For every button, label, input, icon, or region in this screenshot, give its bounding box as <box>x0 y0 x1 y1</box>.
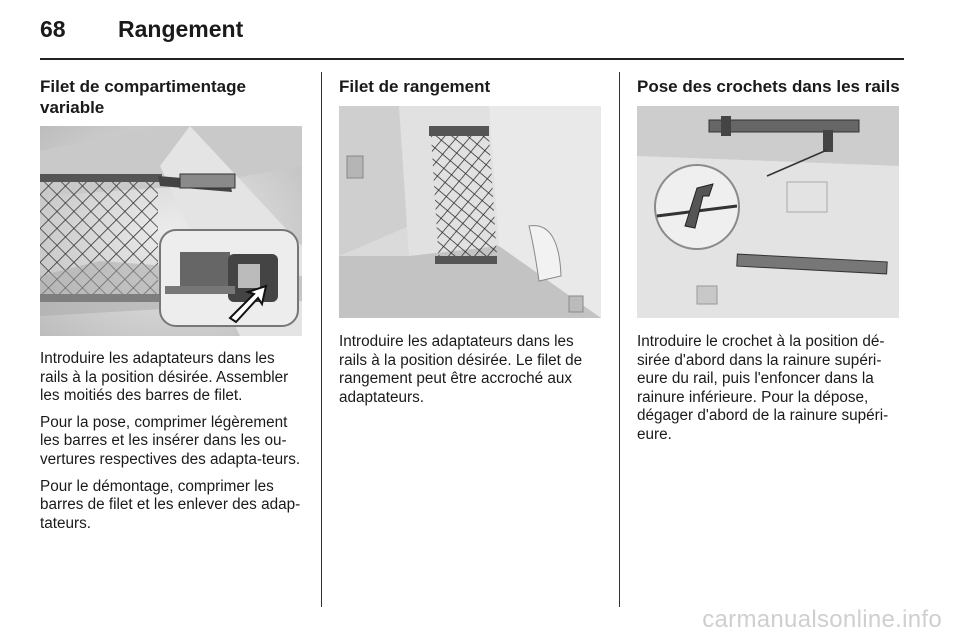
paragraph: Pour le démontage, comprimer les barres de filet et les enlever des adap-tateurs. <box>40 477 301 532</box>
header-rule <box>40 58 904 60</box>
paragraph: Introduire les adaptateurs dans les rails à la position désirée. Assembler les moitiés des barres de filet. <box>40 350 289 405</box>
column-3-body <box>637 333 905 453</box>
paragraph: Introduire le crochet à la position dé-sirée d'abord dans la rainure supéri-eure du rail, puis l'enfoncer dans la rainure inférieure. Pour la dépose, dégager d'abord de la rainure supéri-eure. <box>637 333 889 443</box>
figure-cargo-net <box>40 126 302 336</box>
page-title: Rangement <box>118 16 244 42</box>
storage-net-illustration-icon <box>339 106 601 318</box>
column-2 <box>339 76 603 97</box>
section-heading: Pose des crochets dans les rails <box>637 77 900 96</box>
column-3 <box>637 76 907 97</box>
column-1-body <box>40 350 306 541</box>
cargo-net-adapter-illustration-icon <box>40 126 302 336</box>
column-1 <box>40 76 304 118</box>
section-heading: Filet de rangement <box>339 77 491 96</box>
page-number: 68 <box>40 16 66 42</box>
column-divider-2 <box>619 72 620 607</box>
column-divider-1 <box>321 72 322 607</box>
figure-rail-hook <box>637 106 899 318</box>
rail-hook-illustration-icon <box>637 106 899 318</box>
paragraph: Pour la pose, comprimer légèrement les barres et les insérer dans les ou-vertures respectives des adapta-teurs. <box>40 413 301 468</box>
paragraph: Introduire les adaptateurs dans les rails à la position désirée. Le filet de rangement peut être accroché aux adaptateurs. <box>339 333 583 406</box>
section-heading: Filet de compartimentage variable <box>40 77 246 117</box>
column-2-body <box>339 333 605 415</box>
figure-storage-net <box>339 106 601 318</box>
watermark: carmanualsonline.info <box>702 606 942 633</box>
